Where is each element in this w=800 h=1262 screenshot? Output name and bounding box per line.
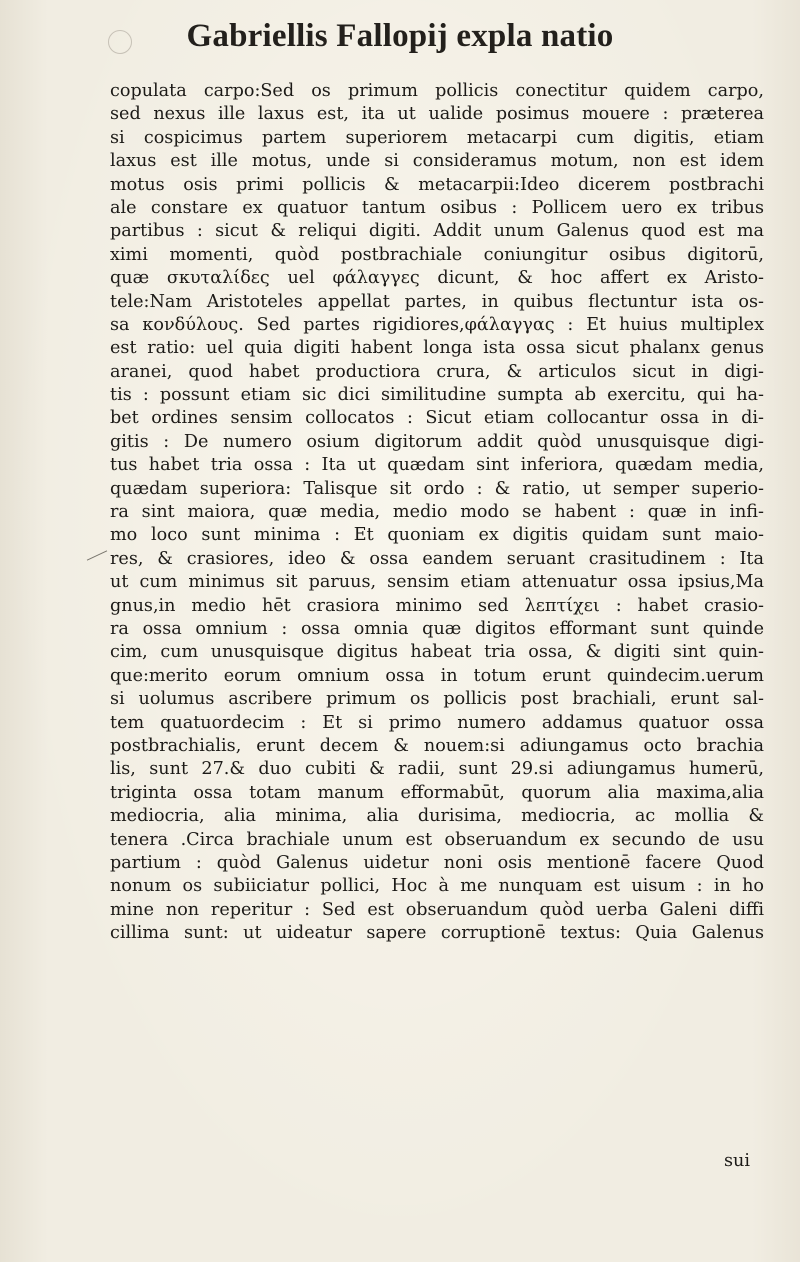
running-head: Gabriellis Fallopij expla natio (186, 18, 614, 54)
catchword: sui (724, 1151, 750, 1171)
text-line: tele:Nam Aristoteles appellat partes, in quibus flectuntur ista os- (110, 291, 764, 312)
text-line: ra ossa omnium : ossa omnia quæ digitos efformant sunt quinde (110, 618, 764, 639)
text-line: tem quatuordecim : Et si primo numero addamus quatuor ossa (110, 712, 764, 733)
text-line: si cospicimus partem superiorem metacarpi cum digitis, etiam (110, 127, 764, 148)
text-line: sed nexus ille laxus est, ita ut ualide posimus mouere : præterea (110, 104, 764, 125)
text-line: tis : possunt etiam sic dici similitudine sumpta ab exercitu, qui ha- (110, 385, 764, 406)
text-line: mediocria, alia minima, alia durisima, mediocria, ac mollia & (110, 806, 764, 827)
text-line: tus habet tria ossa : Ita ut quædam sint inferiora, quædam media, (110, 455, 764, 476)
text-line: laxus est ille motus, unde si consideramus motum, non est idem (110, 151, 764, 172)
text-line: postbrachialis, erunt decem & nouem:si adiungamus octo brachia (110, 735, 764, 756)
text-line: ra sint maiora, quæ media, medio modo se habent : quæ in infi- (110, 502, 764, 523)
text-line: sa κονδύλους. Sed partes rigidiores,φάλαγγας : Et huius multiplex (110, 314, 764, 335)
text-line: partium : quòd Galenus uidetur noni osis mentionē facere Quod (110, 852, 764, 873)
text-line: quæ σκυταλίδες uel φάλαγγες dicunt, & hoc affert ex Aristo- (110, 268, 764, 289)
text-line: mo loco sunt minima : Et quoniam ex digitis quidam sunt maio- (110, 525, 764, 546)
text-line: mine non reperitur : Sed est obseruandum quòd uerba Galeni diffi (110, 899, 764, 920)
text-line: cillima sunt: ut uideatur sapere corruptionē textus: Quia Galenus (110, 923, 764, 944)
text-line: ale constare ex quatuor tantum osibus : Pollicem uero ex tribus (110, 197, 764, 218)
margin-mark (87, 550, 107, 560)
text-line: lis, sunt 27.& duo cubiti & radii, sunt 29.si adiungamus humerū, (110, 759, 764, 780)
text-line: triginta ossa totam manum efformabūt, quorum alia maxima,alia (110, 782, 764, 803)
text-line: quædam superiora: Talisque sit ordo : & ratio, ut semper superio- (110, 478, 764, 499)
text-line: ut cum minimus sit paruus, sensim etiam attenuatur ossa ipsius,Ma (110, 572, 764, 593)
text-line: partibus : sicut & reliqui digiti. Addit unum Galenus quod est ma (110, 221, 764, 242)
body-text (110, 80, 764, 945)
text-line: tenera .Circa brachiale unum est obseruandum ex secundo de usu (110, 829, 764, 850)
text-line: que:merito eorum omnium ossa in totum erunt quindecim.uerum (110, 665, 764, 686)
text-line: copulata carpo:Sed os primum pollicis conectitur quidem carpo, (110, 81, 764, 101)
text-line: est ratio: uel quia digiti habent longa ista ossa sicut phalanx genus (110, 338, 764, 359)
text-line: gnus,in medio hēt crasiora minimo sed λεπτίχει : habet crasio- (110, 595, 764, 616)
text-line: gitis : De numero osium digitorum addit quòd unusquisque digi- (110, 431, 764, 452)
text-line: aranei, quod habet productiora crura, & articulos sicut in digi- (110, 361, 764, 382)
text-line: bet ordines sensim collocatos : Sicut etiam collocantur ossa in di- (110, 408, 764, 429)
text-line: res, & crasiores, ideo & ossa eandem seruant crasitudinem : Ita (110, 548, 764, 569)
text-line: nonum os subiiciatur pollici, Hoc à me nunquam est uisum : in ho (110, 876, 764, 897)
text-line: cim, cum unusquisque digitus habeat tria ossa, & digiti sint quin- (110, 642, 764, 663)
text-line: ximi momenti, quòd postbrachiale coniungitur osibus digitorū, (110, 244, 764, 265)
text-line: motus osis primi pollicis & metacarpii:Ideo dicerem postbrachi (110, 174, 764, 195)
text-line: si uolumus ascribere primum os pollicis post brachiali, erunt sal- (110, 689, 764, 710)
